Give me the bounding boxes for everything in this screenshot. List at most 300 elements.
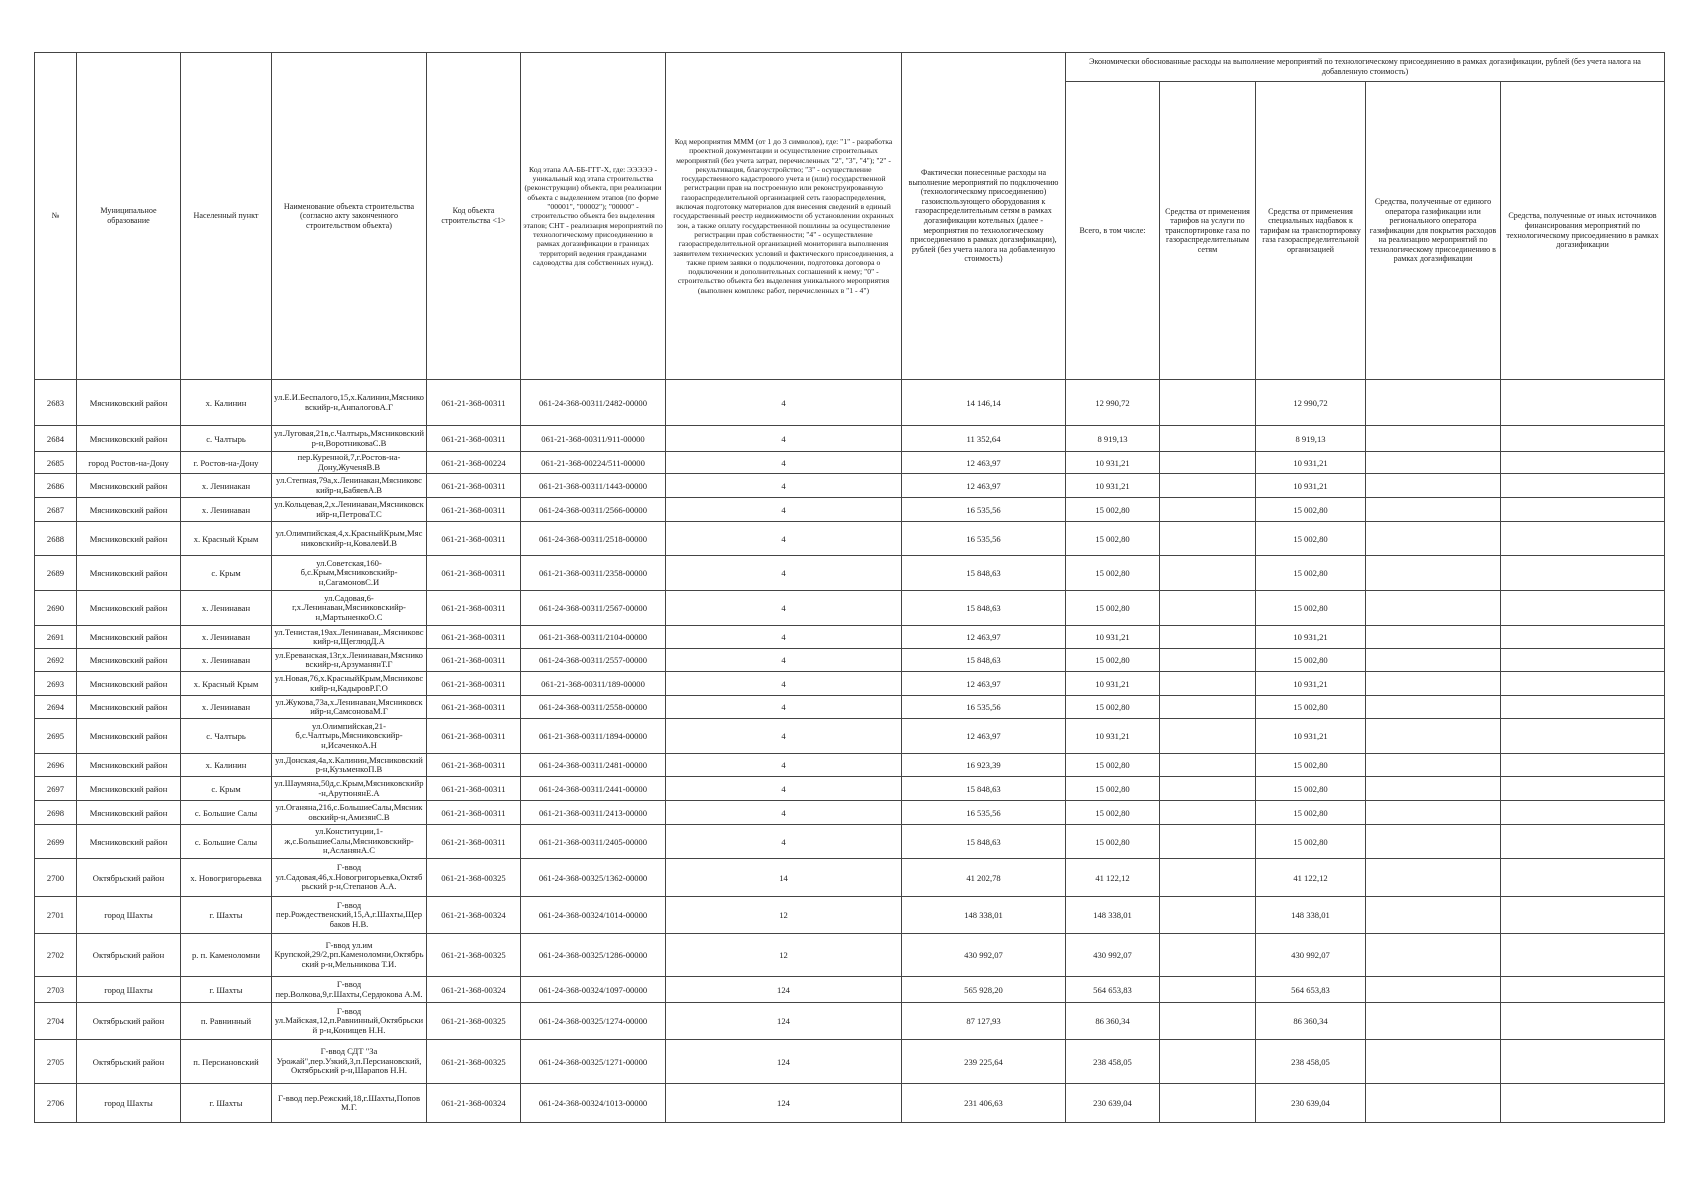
cell-other-sources [1501,696,1665,719]
cell-other-sources [1501,672,1665,696]
cell-actual-costs: 12 463,97 [902,474,1066,498]
cell-total: 564 653,83 [1066,977,1160,1003]
cell-tariff-transport [1160,719,1256,754]
cell-total: 15 002,80 [1066,649,1160,672]
cell-actual-costs: 15 848,63 [902,649,1066,672]
cell-tariff-transport [1160,522,1256,556]
cell-actual-costs: 565 928,20 [902,977,1066,1003]
cell-municipality: город Шахты [77,977,181,1003]
cell-object-code: 061-21-368-00311 [427,754,521,777]
cell-actual-costs: 14 146,14 [902,380,1066,426]
cell-object-name: ул.Жукова,73а,х.Ленинаван,Мясниковскийр-н,СамсоноваМ.Г [272,696,427,719]
cell-other-sources [1501,556,1665,591]
cell-other-sources [1501,859,1665,897]
table-row [35,556,1665,591]
table-row [35,1084,1665,1123]
cell-total: 12 990,72 [1066,380,1160,426]
cell-activity-code: 4 [666,649,902,672]
cell-municipality: город Шахты [77,897,181,934]
cell-activity-code: 4 [666,672,902,696]
cell-stage-code: 061-24-368-00324/1013-00000 [521,1084,666,1123]
table-row [35,719,1665,754]
cell-row-number: 2701 [35,897,77,934]
cell-actual-costs: 12 463,97 [902,452,1066,474]
cell-stage-code: 061-24-368-00311/2481-00000 [521,754,666,777]
cell-activity-code: 124 [666,1040,902,1084]
cell-object-name: ул.Конституции,1-ж,с.БольшиеСалы,Мясниковскийр-н,АсланянА.С [272,825,427,859]
table-row [35,672,1665,696]
cell-activity-code: 14 [666,859,902,897]
cell-settlement: г. Шахты [181,1084,272,1123]
cell-tariff-transport [1160,452,1256,474]
cell-tariff-transport [1160,380,1256,426]
cell-settlement: х. Красный Крым [181,522,272,556]
cell-activity-code: 124 [666,1084,902,1123]
cell-stage-code: 061-21-368-00311/2358-00000 [521,556,666,591]
cell-settlement: с. Большие Салы [181,825,272,859]
cell-actual-costs: 15 848,63 [902,825,1066,859]
header-activity-code: Код мероприятия МММ (от 1 до 3 символов), где: "1" - разработка проектной документации и осуществление строительных мероприятий (без учета затрат, перечисленных "2", "3", "4"); "2" - рекультивация, благоустройство; "3" - осуществление государственного кадастрового учета и (или) государственной регистрации прав на построенную или реконструированную газораспределительной организацией сеть газораспределения, включая подготовку материалов для внесения сведений в единый государственный реестр недвижимости об установлении охранных зон, а также оплату государственной пошлины за осуществление регистрации прав собственности; "4" - осуществление газораспределительной организацией мониторинга выполнения заявителем технических условий и фактического присоединения, а также прием заявки о подключении, подготовка договора о подключении и дополнительных соглашений к нему; "0" - строительство объекта без выделения уникального мероприятия (выполнен комплекс работ, перечисленных в "1 - 4") [666,53,902,380]
cell-row-number: 2706 [35,1084,77,1123]
cell-other-sources [1501,1003,1665,1040]
cell-stage-code: 061-24-368-00311/2518-00000 [521,522,666,556]
cell-operator-funds [1366,897,1501,934]
cell-row-number: 2683 [35,380,77,426]
cell-special-markup: 10 931,21 [1256,719,1366,754]
header-num: № [35,53,77,380]
cell-tariff-transport [1160,556,1256,591]
cell-municipality: город Ростов-на-Дону [77,452,181,474]
cell-special-markup: 148 338,01 [1256,897,1366,934]
cell-activity-code: 124 [666,1003,902,1040]
header-settlement: Населенный пункт [181,53,272,380]
cell-object-code: 061-21-368-00311 [427,626,521,649]
cell-activity-code: 12 [666,934,902,977]
cell-object-name: пер.Куренной,7,г.Ростов-на-Дону,ЖученяВ.В [272,452,427,474]
cell-row-number: 2693 [35,672,77,696]
cell-operator-funds [1366,649,1501,672]
cell-activity-code: 4 [666,591,902,626]
cell-special-markup: 15 002,80 [1256,696,1366,719]
cell-settlement: с. Крым [181,556,272,591]
cell-total: 86 360,34 [1066,1003,1160,1040]
cell-operator-funds [1366,777,1501,801]
cell-tariff-transport [1160,426,1256,452]
cell-object-name: Г-ввод ул.им Крупской,29/2,рп.Каменоломни,Октябрьский р-н,Мельникова Т.И. [272,934,427,977]
cell-actual-costs: 12 463,97 [902,672,1066,696]
table-row [35,522,1665,556]
cell-actual-costs: 16 535,56 [902,696,1066,719]
cell-stage-code: 061-24-368-00325/1271-00000 [521,1040,666,1084]
header-municipality: Муниципальное образование [77,53,181,380]
cell-municipality: Мясниковский район [77,426,181,452]
cell-operator-funds [1366,977,1501,1003]
header-total: Всего, в том числе: [1066,82,1160,380]
cell-activity-code: 4 [666,626,902,649]
cell-operator-funds [1366,626,1501,649]
cell-activity-code: 4 [666,777,902,801]
cell-row-number: 2699 [35,825,77,859]
cell-total: 10 931,21 [1066,474,1160,498]
cell-total: 10 931,21 [1066,452,1160,474]
cell-municipality: Мясниковский район [77,380,181,426]
cell-activity-code: 4 [666,426,902,452]
cell-row-number: 2686 [35,474,77,498]
cell-object-name: Г-ввод пер.Волкова,9,г.Шахты,Сердюкова А.М. [272,977,427,1003]
cell-special-markup: 564 653,83 [1256,977,1366,1003]
cell-tariff-transport [1160,801,1256,825]
cell-object-name: ул.Олимпийская,4,х.КрасныйКрым,Мясниковскийр-н,КовалевИ.В [272,522,427,556]
cell-row-number: 2691 [35,626,77,649]
cell-operator-funds [1366,934,1501,977]
cell-stage-code: 061-21-368-00311/189-00000 [521,672,666,696]
cell-row-number: 2703 [35,977,77,1003]
cell-tariff-transport [1160,626,1256,649]
cell-total: 230 639,04 [1066,1084,1160,1123]
cell-total: 15 002,80 [1066,556,1160,591]
cell-stage-code: 061-21-368-00311/2104-00000 [521,626,666,649]
cell-activity-code: 4 [666,556,902,591]
cell-settlement: с. Чалтырь [181,426,272,452]
cell-special-markup: 86 360,34 [1256,1003,1366,1040]
cell-actual-costs: 239 225,64 [902,1040,1066,1084]
cell-operator-funds [1366,825,1501,859]
cell-municipality: Октябрьский район [77,1040,181,1084]
cell-actual-costs: 231 406,63 [902,1084,1066,1123]
cell-object-code: 061-21-368-00311 [427,649,521,672]
cell-actual-costs: 15 848,63 [902,777,1066,801]
cell-special-markup: 12 990,72 [1256,380,1366,426]
cell-object-name: Г-ввод ул.Садовая,46,х.Новогригорьевка,Октябрьский р-н,Степанов А.А. [272,859,427,897]
cell-actual-costs: 148 338,01 [902,897,1066,934]
header-actual-costs: Фактически понесенные расходы на выполнение мероприятий по подключению (технологическому присоединению) газоиспользующего оборудования к газораспределительным сетям в рамках догазификации котельных (далее - мероприятия по технологическому присоединению в рамках догазификации), рублей (без учета налога на добавленную стоимость) [902,53,1066,380]
cell-stage-code: 061-21-368-00311/911-00000 [521,426,666,452]
cell-municipality: Мясниковский район [77,825,181,859]
cell-other-sources [1501,498,1665,522]
cell-object-code: 061-21-368-00311 [427,696,521,719]
cell-object-name: ул.Садовая,6-г,х.Ленинаван,Мясниковскийр-н,МартыненкоО.С [272,591,427,626]
cell-activity-code: 4 [666,380,902,426]
cell-tariff-transport [1160,591,1256,626]
cell-settlement: х. Ленинаван [181,498,272,522]
cell-stage-code: 061-24-368-00311/2441-00000 [521,777,666,801]
cell-activity-code: 4 [666,522,902,556]
cell-tariff-transport [1160,934,1256,977]
cell-total: 15 002,80 [1066,801,1160,825]
cell-actual-costs: 16 923,39 [902,754,1066,777]
cell-operator-funds [1366,859,1501,897]
table-row [35,977,1665,1003]
cell-tariff-transport [1160,696,1256,719]
cell-settlement: х. Новогригорьевка [181,859,272,897]
cell-row-number: 2688 [35,522,77,556]
cell-special-markup: 10 931,21 [1256,474,1366,498]
cell-row-number: 2695 [35,719,77,754]
cell-actual-costs: 430 992,07 [902,934,1066,977]
cell-actual-costs: 12 463,97 [902,626,1066,649]
cell-municipality: Октябрьский район [77,934,181,977]
cell-row-number: 2705 [35,1040,77,1084]
cell-special-markup: 15 002,80 [1256,825,1366,859]
cell-object-name: ул.Степная,79а,х.Ленинакан,Мясниковскийр-н,БабяевА.В [272,474,427,498]
cell-total: 430 992,07 [1066,934,1160,977]
table-row [35,474,1665,498]
cell-operator-funds [1366,801,1501,825]
table-row [35,452,1665,474]
cell-total: 8 919,13 [1066,426,1160,452]
cell-stage-code: 061-24-368-00311/2566-00000 [521,498,666,522]
cell-row-number: 2698 [35,801,77,825]
cell-object-code: 061-21-368-00311 [427,672,521,696]
header-special-markup: Средства от применения специальных надбавок к тарифам на транспортировку газа газораспределительной организацией [1256,82,1366,380]
cell-tariff-transport [1160,1040,1256,1084]
cell-object-code: 061-21-368-00311 [427,591,521,626]
cell-activity-code: 4 [666,474,902,498]
cell-row-number: 2704 [35,1003,77,1040]
table-row [35,498,1665,522]
cell-settlement: с. Чалтырь [181,719,272,754]
cell-actual-costs: 12 463,97 [902,719,1066,754]
cell-total: 41 122,12 [1066,859,1160,897]
cell-stage-code: 061-24-368-00311/2557-00000 [521,649,666,672]
cell-settlement: х. Калинин [181,380,272,426]
cell-municipality: Мясниковский район [77,696,181,719]
cell-total: 15 002,80 [1066,522,1160,556]
cell-tariff-transport [1160,859,1256,897]
table-row [35,591,1665,626]
cell-other-sources [1501,474,1665,498]
cell-row-number: 2696 [35,754,77,777]
cell-other-sources [1501,825,1665,859]
cell-special-markup: 15 002,80 [1256,498,1366,522]
cell-operator-funds [1366,754,1501,777]
cell-other-sources [1501,380,1665,426]
cell-other-sources [1501,649,1665,672]
cost-table-sheet [34,52,1665,1123]
cell-special-markup: 430 992,07 [1256,934,1366,977]
table-body [35,380,1665,1123]
cell-object-name: ул.Ереванская,13г,х.Ленинаван,Мясниковскийр-н,АрзуманянТ.Г [272,649,427,672]
cell-settlement: г. Шахты [181,977,272,1003]
cell-settlement: х. Ленинаван [181,591,272,626]
cell-object-code: 061-21-368-00325 [427,1040,521,1084]
cell-object-name: ул.Олимпийская,21-б,с.Чалтырь,Мясниковскийр-н,ИсаченкоА.Н [272,719,427,754]
cell-total: 15 002,80 [1066,696,1160,719]
cell-special-markup: 238 458,05 [1256,1040,1366,1084]
cell-tariff-transport [1160,649,1256,672]
cell-stage-code: 061-24-368-00324/1097-00000 [521,977,666,1003]
cell-special-markup: 230 639,04 [1256,1084,1366,1123]
cell-operator-funds [1366,452,1501,474]
table-row [35,801,1665,825]
table-row [35,777,1665,801]
cell-special-markup: 15 002,80 [1256,801,1366,825]
cell-object-code: 061-21-368-00311 [427,719,521,754]
cell-other-sources [1501,801,1665,825]
cell-settlement: х. Ленинаван [181,626,272,649]
cell-operator-funds [1366,719,1501,754]
cell-total: 10 931,21 [1066,626,1160,649]
cell-other-sources [1501,1040,1665,1084]
cell-object-name: ул.Тенистая,19ах.Ленинаван,.Мясниковскийр-н,ЩеглюдД.А [272,626,427,649]
cell-special-markup: 15 002,80 [1256,556,1366,591]
cell-actual-costs: 11 352,64 [902,426,1066,452]
table-row [35,426,1665,452]
cell-row-number: 2697 [35,777,77,801]
table-row [35,649,1665,672]
cell-stage-code: 061-24-368-00325/1286-00000 [521,934,666,977]
cell-municipality: Мясниковский район [77,556,181,591]
cell-object-code: 061-21-368-00325 [427,859,521,897]
cell-municipality: Мясниковский район [77,801,181,825]
cell-operator-funds [1366,498,1501,522]
header-other-sources: Средства, полученные от иных источников финансирования мероприятий по технологическому присоединению в рамках догазификации [1501,82,1665,380]
cell-tariff-transport [1160,977,1256,1003]
cell-special-markup: 15 002,80 [1256,591,1366,626]
cell-other-sources [1501,719,1665,754]
cell-other-sources [1501,452,1665,474]
table-row [35,897,1665,934]
cell-tariff-transport [1160,1084,1256,1123]
cell-settlement: р. п. Каменоломни [181,934,272,977]
cell-other-sources [1501,977,1665,1003]
cell-object-code: 061-21-368-00324 [427,977,521,1003]
cell-tariff-transport [1160,825,1256,859]
cell-special-markup: 15 002,80 [1256,754,1366,777]
cell-municipality: Мясниковский район [77,522,181,556]
cell-municipality: Мясниковский район [77,672,181,696]
cell-settlement: п. Равнинный [181,1003,272,1040]
cell-tariff-transport [1160,1003,1256,1040]
cell-object-code: 061-21-368-00324 [427,897,521,934]
cell-row-number: 2687 [35,498,77,522]
cell-municipality: Мясниковский район [77,777,181,801]
cell-special-markup: 15 002,80 [1256,777,1366,801]
cell-object-name: ул.Шаумяна,50д,с.Крым,Мясниковскийр-н,АрутюнянЕ.А [272,777,427,801]
cell-operator-funds [1366,522,1501,556]
cell-operator-funds [1366,1084,1501,1123]
cell-row-number: 2684 [35,426,77,452]
cell-municipality: Мясниковский район [77,719,181,754]
table-row [35,1040,1665,1084]
cell-operator-funds [1366,696,1501,719]
cell-object-name: ул.Луговая,21в,с.Чалтырь,Мясниковскийр-н,ВоротниковаС.В [272,426,427,452]
cell-municipality: Мясниковский район [77,474,181,498]
table-row [35,626,1665,649]
cell-operator-funds [1366,672,1501,696]
cell-object-name: ул.Советская,160-б,с.Крым,Мясниковскийр-н,СагамоновС.И [272,556,427,591]
cost-table [34,52,1665,1123]
cell-row-number: 2700 [35,859,77,897]
cell-operator-funds [1366,1003,1501,1040]
cell-municipality: Мясниковский район [77,649,181,672]
cell-other-sources [1501,591,1665,626]
cell-tariff-transport [1160,498,1256,522]
cell-municipality: Октябрьский район [77,859,181,897]
cell-object-name: Г-ввод ул.Майская,12,п.Равнинный,Октябрьский р-н,Конищев Н.Н. [272,1003,427,1040]
cell-municipality: Мясниковский район [77,591,181,626]
cell-settlement: с. Большие Салы [181,801,272,825]
cell-object-code: 061-21-368-00311 [427,777,521,801]
table-row [35,859,1665,897]
cell-row-number: 2702 [35,934,77,977]
cell-row-number: 2690 [35,591,77,626]
cell-settlement: г. Шахты [181,897,272,934]
cell-total: 148 338,01 [1066,897,1160,934]
cell-object-name: Г-ввод пер.Рождественский,15,А,г.Шахты,Щербаков Н.В. [272,897,427,934]
cell-activity-code: 4 [666,696,902,719]
cell-operator-funds [1366,556,1501,591]
cell-total: 10 931,21 [1066,672,1160,696]
table-row [35,934,1665,977]
cell-object-code: 061-21-368-00311 [427,474,521,498]
cell-tariff-transport [1160,474,1256,498]
cell-operator-funds [1366,474,1501,498]
cell-activity-code: 4 [666,452,902,474]
cell-total: 15 002,80 [1066,754,1160,777]
cell-operator-funds [1366,591,1501,626]
cell-municipality: Мясниковский район [77,498,181,522]
cell-special-markup: 10 931,21 [1256,626,1366,649]
cell-tariff-transport [1160,897,1256,934]
cell-stage-code: 061-21-368-00311/1894-00000 [521,719,666,754]
cell-other-sources [1501,897,1665,934]
cell-other-sources [1501,777,1665,801]
cell-actual-costs: 16 535,56 [902,522,1066,556]
cell-operator-funds [1366,1040,1501,1084]
cell-object-code: 061-21-368-00311 [427,522,521,556]
cell-other-sources [1501,522,1665,556]
cell-special-markup: 10 931,21 [1256,672,1366,696]
cell-stage-code: 061-24-368-00311/2567-00000 [521,591,666,626]
cell-total: 10 931,21 [1066,719,1160,754]
cell-special-markup: 8 919,13 [1256,426,1366,452]
cell-stage-code: 061-24-368-00325/1362-00000 [521,859,666,897]
cell-object-code: 061-21-368-00311 [427,426,521,452]
cell-object-code: 061-21-368-00325 [427,934,521,977]
cell-object-name: ул.Кольцевая,2,х.Ленинаван,Мясниковскийр-н,ПетроваТ.С [272,498,427,522]
table-row [35,380,1665,426]
cell-other-sources [1501,934,1665,977]
cell-settlement: х. Ленинаван [181,696,272,719]
cell-object-name: ул.Е.И.Беспалого,15,х.Калинин,Мясниковскийр-н,АнпалоговА.Г [272,380,427,426]
cell-operator-funds [1366,380,1501,426]
cell-activity-code: 4 [666,825,902,859]
cell-actual-costs: 15 848,63 [902,591,1066,626]
cell-stage-code: 061-21-368-00311/2413-00000 [521,801,666,825]
cell-total: 15 002,80 [1066,825,1160,859]
header-econ-group: Экономически обоснованные расходы на выполнение мероприятий по технологическому присоединению в рамках догазификации, рублей (без учета налога на добавленную стоимость) [1066,53,1665,82]
header-operator-funds: Средства, полученные от единого оператора газификации или регионального оператора газификации для покрытия расходов на реализацию мероприятий по технологическому присоединению в рамках догазификации [1366,82,1501,380]
cell-object-code: 061-21-368-00311 [427,498,521,522]
cell-object-code: 061-21-368-00311 [427,556,521,591]
cell-settlement: п. Персиановский [181,1040,272,1084]
header-tariff-transport: Средства от применения тарифов на услуги по транспортировке газа по газораспределительным сетям [1160,82,1256,380]
cell-object-code: 061-21-368-00224 [427,452,521,474]
cell-activity-code: 4 [666,754,902,777]
cell-special-markup: 15 002,80 [1256,649,1366,672]
cell-activity-code: 4 [666,498,902,522]
cell-other-sources [1501,626,1665,649]
cell-settlement: х. Ленинакан [181,474,272,498]
cell-actual-costs: 16 535,56 [902,498,1066,522]
cell-tariff-transport [1160,777,1256,801]
cell-activity-code: 4 [666,719,902,754]
cell-object-code: 061-21-368-00311 [427,801,521,825]
cell-stage-code: 061-24-368-00325/1274-00000 [521,1003,666,1040]
cell-activity-code: 12 [666,897,902,934]
cell-stage-code: 061-24-368-00324/1014-00000 [521,897,666,934]
